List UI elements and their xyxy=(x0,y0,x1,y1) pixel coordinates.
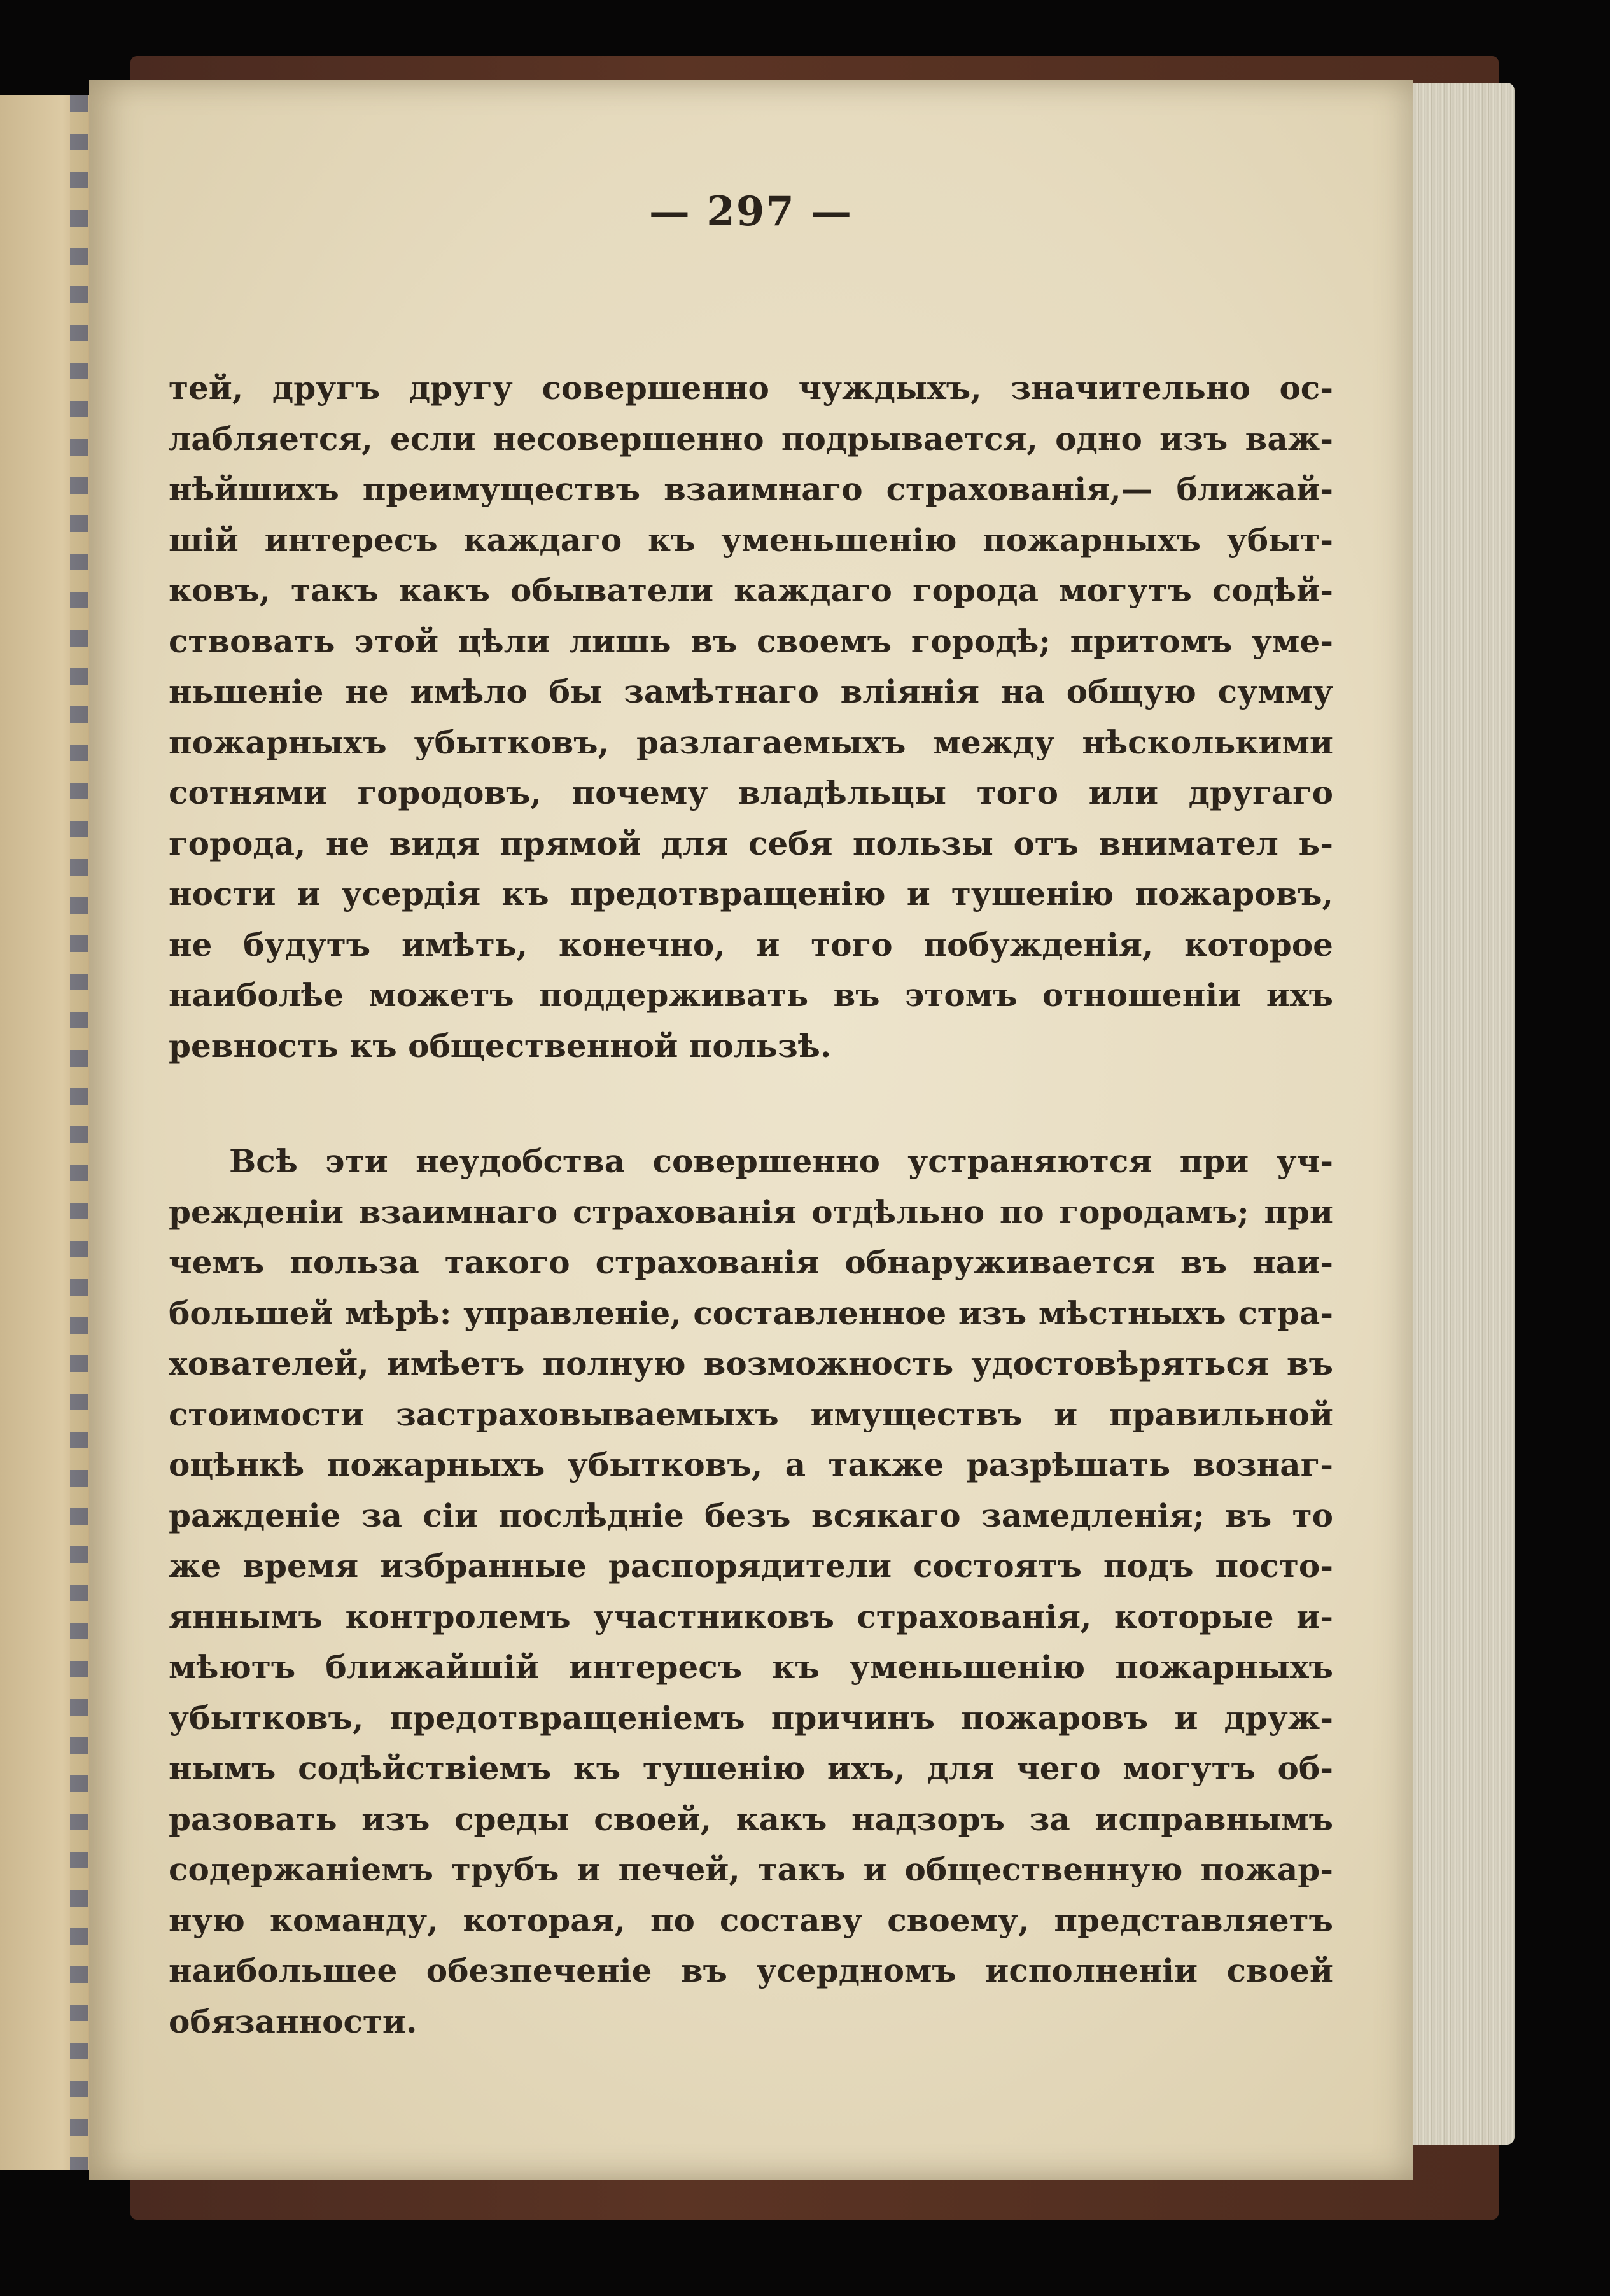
text-line: пожарныхъ убытковъ, разлагаемыхъ между нѣсколькими xyxy=(169,723,1333,761)
text-line: ствовать этой цѣли лишь въ своемъ городѣ; притомъ уме- xyxy=(169,622,1333,660)
text-line: наиболѣе можетъ поддерживать въ этомъ отношеніи ихъ xyxy=(169,976,1333,1014)
text-line: не будутъ имѣть, конечно, и того побужденія, которое xyxy=(169,925,1333,963)
text-line: шій интересъ каждаго къ уменьшенію пожарныхъ убыт- xyxy=(169,521,1333,559)
text-line: ньшеніе не имѣло бы замѣтнаго вліянія на общую сумму xyxy=(169,673,1333,710)
text-line: мѣютъ ближайшій интересъ къ уменьшенію пожарныхъ xyxy=(169,1648,1333,1686)
text-line: содержаніемъ трубъ и печей, такъ и общественную пожар- xyxy=(169,1851,1333,1888)
text-line: чемъ польза такого страхованія обнаруживается въ наи- xyxy=(169,1243,1333,1281)
text-line: большей мѣрѣ: управленіе, составленное изъ мѣстныхъ стра- xyxy=(169,1294,1333,1332)
text-line: ревность къ общественной пользѣ. xyxy=(169,1026,832,1065)
text-line: разовать изъ среды своей, какъ надзоръ за исправнымъ xyxy=(169,1800,1333,1838)
text-line: режденіи взаимнаго страхованія отдѣльно по городамъ; при xyxy=(169,1193,1333,1231)
text-line: Всѣ эти неудобства совершенно устраняются при уч- xyxy=(229,1142,1333,1180)
paragraph-1 xyxy=(169,363,1333,1071)
book-page xyxy=(89,80,1413,2180)
text-line: нымъ содѣйствіемъ къ тушенію ихъ, для чего могутъ об- xyxy=(169,1749,1333,1787)
paragraph-2 xyxy=(169,1136,1333,2047)
text-line: стоимости застраховываемыхъ имуществъ и правильной xyxy=(169,1395,1333,1433)
text-line: лабляется, если несовершенно подрывается, одно изъ важ- xyxy=(169,419,1333,458)
text-line: яннымъ контролемъ участниковъ страхованія, которые и- xyxy=(169,1597,1333,1635)
text-line: города, не видя прямой для себя пользы отъ внимател ь- xyxy=(169,824,1333,862)
text-line: ковъ, такъ какъ обыватели каждаго города могутъ содѣй- xyxy=(169,571,1333,609)
text-line: ражденіе за сіи послѣдніе безъ всякаго замедленія; въ то xyxy=(169,1496,1333,1534)
text-line: нѣйшихъ преимуществъ взаимнаго страхованія,— ближай- xyxy=(169,470,1333,508)
text-line: тей, другъ другу совершенно чуждыхъ, значительно ос- xyxy=(169,369,1333,407)
text-line: сотнями городовъ, почему владѣльцы того или другаго xyxy=(169,774,1333,811)
text-line: ную команду, которая, по составу своему, представляетъ xyxy=(169,1901,1333,1939)
text-line: оцѣнкѣ пожарныхъ убытковъ, а также разрѣшать вознаг- xyxy=(169,1446,1333,1483)
page-number: — 297 — xyxy=(648,188,853,235)
text-line: убытковъ, предотвращеніемъ причинъ пожаровъ и друж- xyxy=(169,1698,1333,1737)
text-line: обязанности. xyxy=(169,2002,417,2040)
bookmark-ribbon xyxy=(70,95,88,2170)
text-line: хователей, имѣетъ полную возможность удостовѣряться въ xyxy=(169,1345,1333,1382)
text-line: наибольшее обезпеченіе въ усердномъ исполненіи своей xyxy=(169,1952,1333,1989)
text-line: ности и усердія къ предотвращенію и тушенію пожаровъ, xyxy=(169,875,1333,913)
text-line: же время избранные распорядители состоятъ подъ посто- xyxy=(169,1547,1333,1585)
